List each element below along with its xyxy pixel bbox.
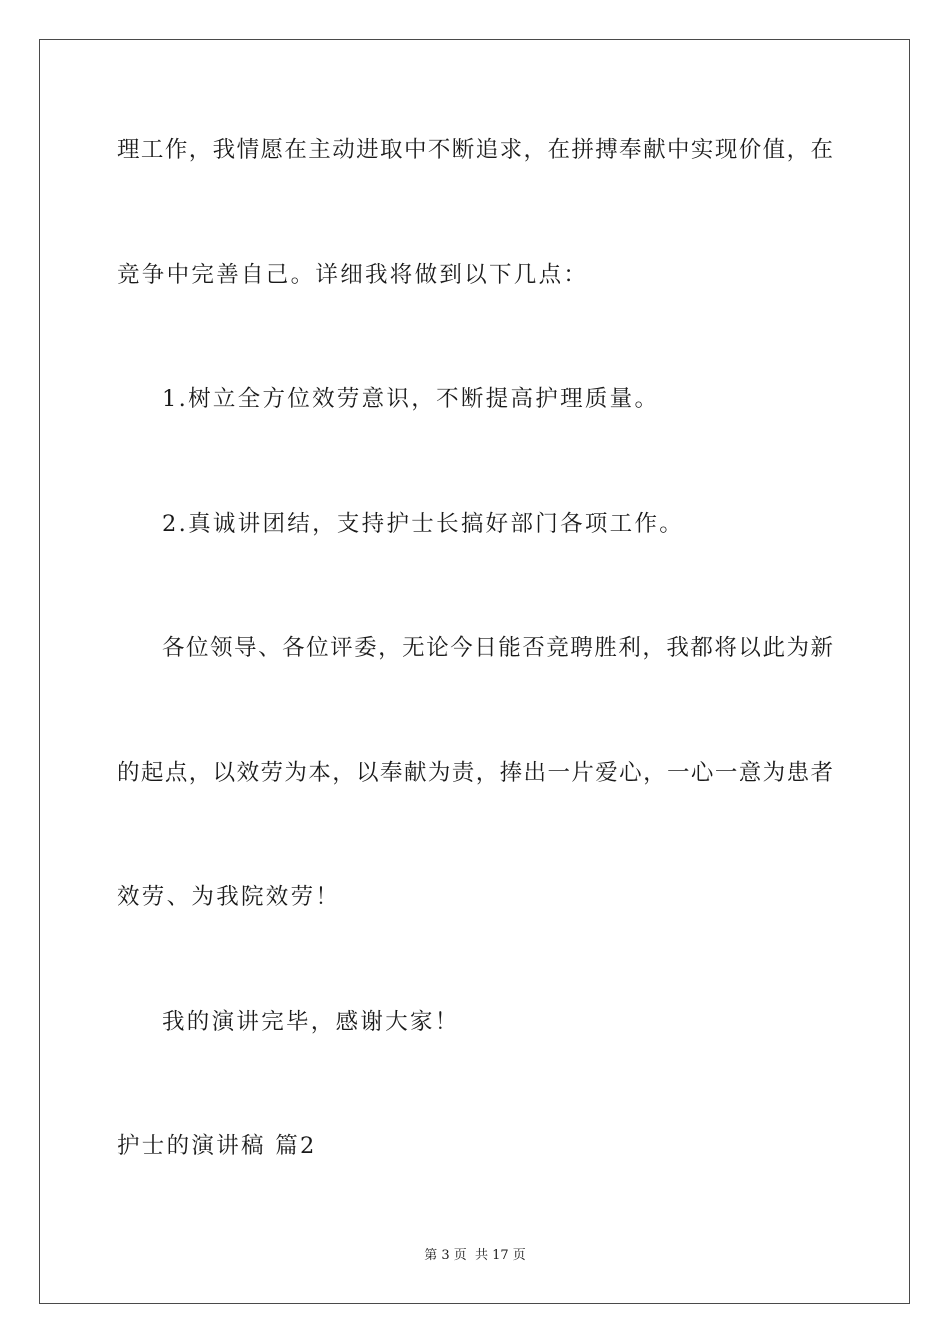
section-heading: 护士的演讲稿 篇2: [117, 1133, 317, 1159]
body-line-1: 理工作，我情愿在主动进取中不断追求，在拼搏奉献中实现价值，在: [117, 137, 833, 163]
page-border: [39, 39, 910, 1304]
body-line-5: 效劳、为我院效劳！: [117, 884, 341, 910]
page-number-footer: 第 3 页 共 17 页: [424, 1248, 526, 1263]
list-item-1: 1.树立全方位效劳意识，不断提高护理质量。: [162, 386, 660, 412]
body-line-4: 的起点，以效劳为本，以奉献为责，捧出一片爱心，一心一意为患者: [117, 760, 833, 786]
body-line-3: 各位领导、各位评委，无论今日能否竞聘胜利，我都将以此为新: [162, 635, 833, 661]
body-line-2: 竞争中完善自己。详细我将做到以下几点：: [117, 262, 589, 288]
closing-line: 我的演讲完毕，感谢大家！: [162, 1009, 460, 1035]
list-item-2: 2.真诚讲团结，支持护士长搞好部门各项工作。: [162, 511, 685, 537]
